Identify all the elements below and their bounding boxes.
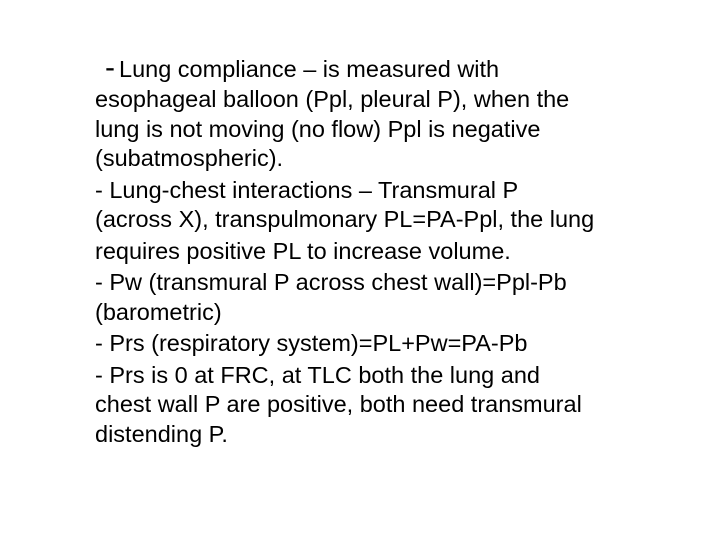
text-line-10: - Prs (respiratory system)=PL+Pw=PA-Pb (95, 330, 528, 356)
text-line-11: - Prs is 0 at FRC, at TLC both the lung and (95, 361, 540, 388)
slide-body-text (95, 53, 705, 449)
bullet-dash: - (105, 51, 115, 84)
text-line-12: chest wall P are positive, both need transmural (95, 391, 582, 417)
text-line-5: - Lung-chest interactions – Transmural P (95, 176, 519, 203)
text-line-8: - Pw (transmural P across chest wall)=Ppl-Pb (95, 269, 567, 295)
text-line-1 (95, 53, 705, 85)
text-line-3: lung is not moving (no flow) Ppl is negative (95, 115, 541, 142)
text-line-4: (subatmospheric). (95, 145, 284, 171)
text-line-2: esophageal balloon (Ppl, pleural P), when the (95, 86, 570, 112)
line-1-text: Lung compliance – is measured with (119, 56, 500, 82)
text-line-7: requires positive PL to increase volume. (95, 237, 511, 264)
text-line-13: distending P. (95, 420, 228, 447)
text-line-9: (barometric) (95, 298, 222, 325)
text-line-6: (across X), transpulmonary PL=PA-Ppl, the lung (95, 206, 595, 232)
